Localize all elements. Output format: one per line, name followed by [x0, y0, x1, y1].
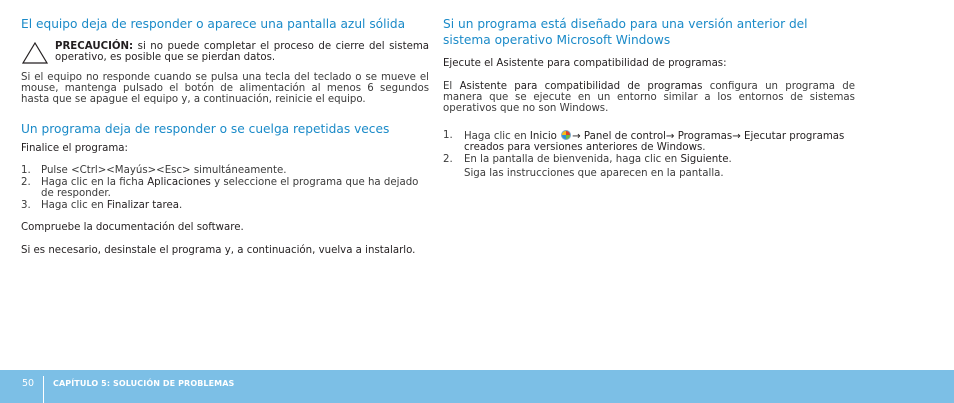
step-3: 3. Haga clic en Finalizar tarea. [21, 200, 183, 211]
heading-blue-screen: El equipo deja de responder o aparece una pantalla azul sólida [21, 17, 406, 31]
caution-triangle-icon [21, 41, 49, 65]
lead-compat: Ejecute el Asistente para compatibilidad de programas: [443, 58, 727, 69]
steps-list [21, 165, 429, 211]
lead-finalize: Finalice el programa: [21, 143, 128, 154]
compat-step-2: 2. En la pantalla de bienvenida, haga clic en Siguiente. Siga las instrucciones que aparecen en la pantalla. [443, 154, 855, 179]
note-reinstall: Si es necesario, desinstale el programa y, a continuación, vuelva a instalarlo. [21, 245, 416, 256]
right-column [443, 16, 855, 179]
step-1: 1. Pulse <Ctrl><Mayús><Esc> simultáneamente. [21, 165, 287, 176]
left-column [21, 16, 429, 256]
windows-start-icon [561, 130, 571, 140]
paragraph-unresponsive: Si el equipo no responde cuando se pulsa una tecla del teclado o se mueve el mouse, mantenga pulsado el botón de alimentación al menos 6 segundos hasta que se apague el equipo y, a continuación, reinicie el equipo. [21, 72, 429, 105]
note-documentation: Compruebe la documentación del software. [21, 222, 244, 233]
heading-compat: Si un programa está diseñado para una versión anterior del sistema operativo Microsoft Windows [443, 17, 808, 47]
chapter-title: CAPÍTULO 5: SOLUCIÓN DE PROBLEMAS [53, 379, 235, 388]
caution-box [21, 41, 429, 63]
compat-step-1: 1. Haga clic en Inicio → Panel de control→ Programas→ Ejecutar programas creados para versiones anteriores de Windows. [443, 130, 845, 153]
compat-steps [443, 130, 855, 179]
step-2: 2. Haga clic en la ficha Aplicaciones y seleccione el programa que ha dejado de responder. [21, 177, 419, 199]
caution-text: si no puede completar el proceso de cierre del sistema operativo, es posible que se pierdan datos. [55, 41, 429, 63]
caution-label: PRECAUCIÓN: [55, 41, 134, 52]
page-number: 50 [22, 378, 35, 389]
heading-program-hangs: Un programa deja de responder o se cuelga repetidas veces [21, 122, 390, 136]
compat-step-2-sub: Siga las instrucciones que aparecen en la pantalla. [464, 168, 724, 179]
page-footer [0, 370, 954, 403]
footer-divider [43, 376, 44, 403]
paragraph-compat: El Asistente para compatibilidad de programas configura un programa de manera que se ejecute en un entorno similar a los entornos de sistemas operativos que no son Windows. [443, 81, 856, 114]
